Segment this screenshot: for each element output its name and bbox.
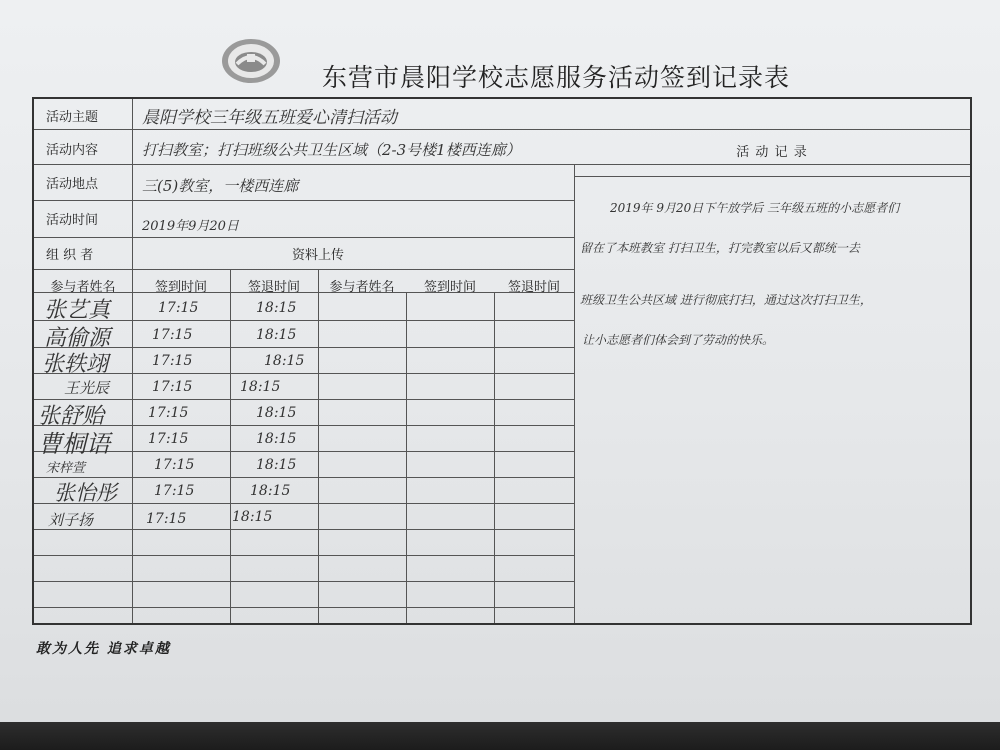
- sign-in-time: 17:15: [148, 405, 189, 421]
- participant-name: 张舒贻: [38, 404, 105, 429]
- sign-in-time: 17:15: [154, 457, 195, 473]
- activity-content-label: 活动内容: [46, 143, 99, 158]
- participant-name: 高偷源: [44, 326, 111, 351]
- col-header-signin-1: 签到时间: [154, 280, 207, 295]
- col-header-signin-2: 签到时间: [423, 280, 476, 295]
- sign-in-time: 17:15: [152, 379, 193, 395]
- activity-location-label: 活动地点: [46, 177, 99, 192]
- school-logo: [220, 36, 282, 86]
- desk-background: [0, 722, 1000, 750]
- activity-content-value: 打扫教室；打扫班级公共卫生区域（2-3号楼1楼西连廊）: [142, 141, 521, 159]
- document-title: 东营市晨阳学校志愿服务活动签到记录表: [322, 63, 791, 92]
- sign-in-time: 17:15: [146, 511, 187, 527]
- participant-name: 王光辰: [64, 379, 110, 397]
- sign-out-time: 18:15: [250, 483, 291, 499]
- school-slogan: 敢为人先 追求卓越: [36, 641, 171, 657]
- activity-record-line: 班级卫生公共区域 进行彻底打扫，通过这次打扫卫生，: [580, 293, 872, 307]
- sign-out-time: 18:15: [264, 353, 305, 369]
- sign-out-time: 18:15: [232, 509, 273, 525]
- sign-out-time: 18:15: [256, 457, 297, 473]
- sign-out-time: 18:15: [256, 300, 297, 316]
- participant-name: 张怡彤: [54, 481, 117, 505]
- sign-in-time: 17:15: [148, 431, 189, 447]
- activity-theme-value: 晨阳学校三年级五班爱心清扫活动: [142, 108, 397, 128]
- participant-name: 张艺真: [44, 298, 111, 323]
- sign-in-time: 17:15: [152, 327, 193, 343]
- sign-in-form: [32, 97, 972, 625]
- sign-out-time: 18:15: [256, 431, 297, 447]
- upload-label: 资料上传: [291, 248, 344, 263]
- sign-in-time: 17:15: [152, 353, 193, 369]
- activity-record-header: 活 动 记 录: [736, 145, 808, 160]
- activity-time-value: 2019年9月20日: [142, 219, 239, 234]
- activity-record-line: 让小志愿者们体会到了劳动的快乐。: [582, 333, 775, 347]
- activity-theme-label: 活动主题: [46, 110, 99, 125]
- participant-name: 张轶翊: [42, 352, 109, 377]
- col-header-signout-1: 签退时间: [247, 280, 300, 295]
- activity-time-label: 活动时间: [46, 213, 99, 228]
- sign-out-time: 18:15: [256, 327, 297, 343]
- activity-location-value: 三(5)教室，一楼西连廊: [142, 177, 299, 195]
- sign-out-time: 18:15: [240, 379, 281, 395]
- col-header-name-1: 参与者姓名: [50, 280, 116, 295]
- col-header-name-2: 参与者姓名: [329, 280, 395, 295]
- participant-name: 刘子扬: [48, 511, 94, 529]
- sign-out-time: 18:15: [256, 405, 297, 421]
- activity-record-line: 2019年 9月20日下午放学后 三年级五班的小志愿者们: [610, 201, 900, 215]
- sign-in-time: 17:15: [154, 483, 195, 499]
- participant-name: 宋梓萱: [46, 461, 86, 476]
- participant-name: 曹桐语: [38, 430, 110, 458]
- activity-record-line: 留在了本班教室 打扫卫生，打完教室以后又都统一去: [580, 241, 860, 255]
- sign-in-time: 17:15: [158, 300, 199, 316]
- col-header-signout-2: 签退时间: [507, 280, 560, 295]
- organizer-label: 组 织 者: [46, 248, 94, 263]
